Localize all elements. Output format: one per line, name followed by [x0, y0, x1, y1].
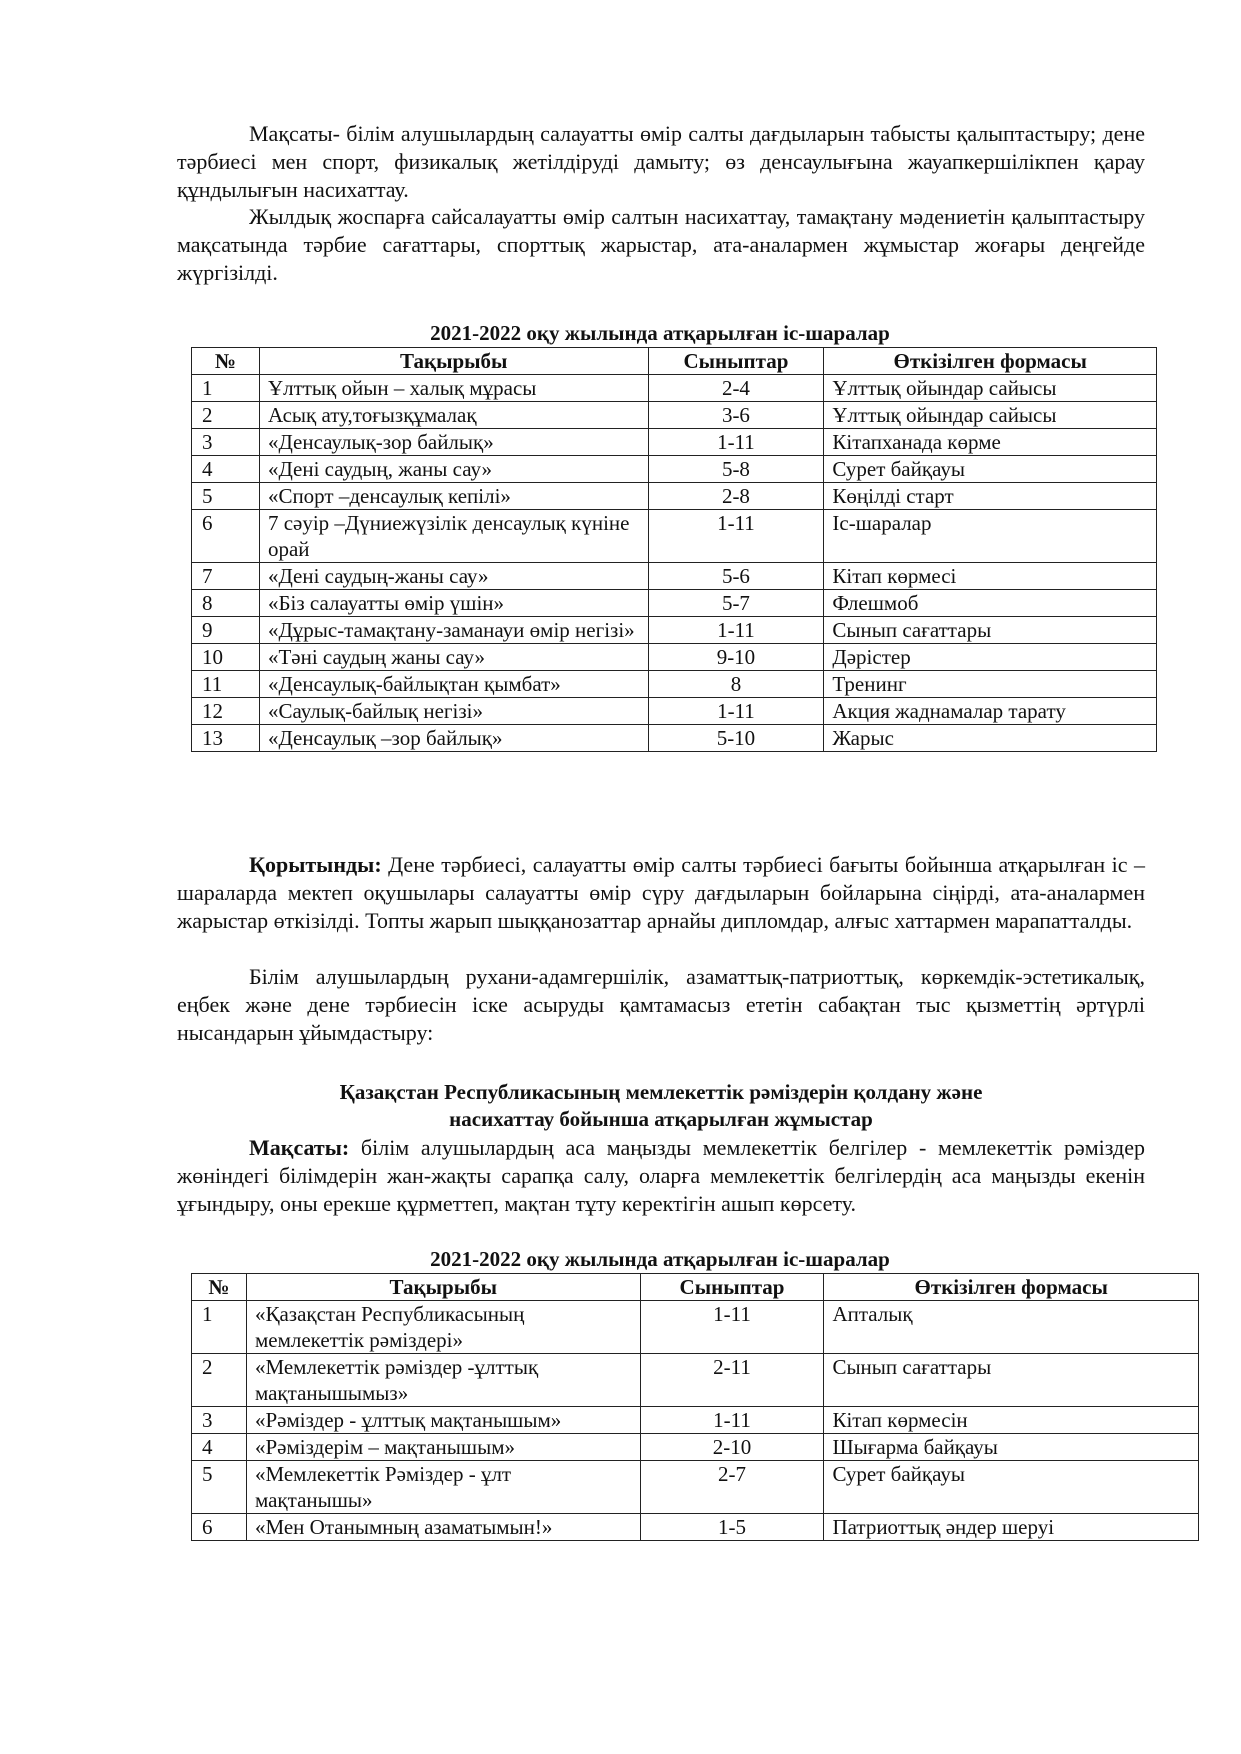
section2-goal-label: Мақсаты:	[249, 1135, 350, 1160]
table2-header-row	[192, 1274, 1199, 1301]
row-topic: «Дені саудың-жаны сау»	[259, 563, 648, 590]
table2-header-topic: Тақырыбы	[246, 1274, 640, 1301]
row-number: 10	[192, 644, 260, 671]
table-row	[192, 456, 1157, 483]
intro-paragraph-1	[177, 120, 1145, 204]
row-topic: «Дұрыс-тамақтану-заманауи өмір негізі»	[259, 617, 648, 644]
row-classes: 3-6	[648, 402, 824, 429]
row-form: Тренинг	[824, 671, 1157, 698]
row-topic: «Мен Отанымның азаматымын!»	[246, 1514, 640, 1541]
row-classes: 1-11	[640, 1407, 824, 1434]
section2-goal-paragraph	[177, 1134, 1145, 1218]
row-classes: 5-10	[648, 725, 824, 752]
row-number: 4	[192, 1434, 247, 1461]
row-classes: 1-11	[648, 429, 824, 456]
row-topic: «Рәміздерім – мақтанышым»	[246, 1434, 640, 1461]
row-form: Ұлттық ойындар сайысы	[824, 375, 1157, 402]
row-number: 12	[192, 698, 260, 725]
row-number: 1	[192, 375, 260, 402]
row-form: Ұлттық ойындар сайысы	[824, 402, 1157, 429]
intro-p2-text: Жылдық жоспарға сайсалауатты өмір салтын насихаттау, тамақтану мәдениетін қалыптастыру мақсатында тәрбие сағаттары, спорттық жарыстар, ата-аналармен жұмыстар жоғары деңгейде жүргізілді.	[177, 204, 1145, 285]
table-row	[192, 483, 1157, 510]
row-classes: 1-11	[640, 1301, 824, 1354]
row-number: 6	[192, 1514, 247, 1541]
row-form: Сынып сағаттары	[824, 617, 1157, 644]
row-topic: «Мемлекеттік рәміздер -ұлттық мақтанышымыз»	[246, 1354, 640, 1407]
row-topic: «Денсаулық-байлықтан қымбат»	[259, 671, 648, 698]
conclusion-label: Қорытынды:	[249, 852, 382, 877]
row-topic: «Қазақстан Республикасының мемлекеттік рәміздері»	[246, 1301, 640, 1354]
row-form: Жарыс	[824, 725, 1157, 752]
table-row	[192, 429, 1157, 456]
row-number: 3	[192, 429, 260, 456]
row-number: 9	[192, 617, 260, 644]
row-classes: 5-8	[648, 456, 824, 483]
table-row	[192, 563, 1157, 590]
table2-header-form: Өткізілген формасы	[824, 1274, 1199, 1301]
table-row	[192, 590, 1157, 617]
row-number: 2	[192, 402, 260, 429]
row-form: Көңілді старт	[824, 483, 1157, 510]
table2	[191, 1273, 1199, 1541]
table-row	[192, 402, 1157, 429]
row-number: 5	[192, 1461, 247, 1514]
row-classes: 5-7	[648, 590, 824, 617]
section2-goal-text: білім алушылардың аса маңызды мемлекеттік белгілер - мемлекеттік рәміздер жөніндегі білімдерін жан-жақты сарапқа салу, оларға мемлекеттік белгілердің аса маңызды екенін ұғындыру, оны ерекше құрметтеп, мақтан тұту керектігін ашып көрсету.	[177, 1135, 1145, 1216]
row-form: Сурет байқауы	[824, 1461, 1199, 1514]
row-topic: «Денсаулық-зор байлық»	[259, 429, 648, 456]
row-form: Сынып сағаттары	[824, 1354, 1199, 1407]
row-classes: 1-11	[648, 617, 824, 644]
row-form: Кітап көрмесін	[824, 1407, 1199, 1434]
conclusion-paragraph-2	[177, 963, 1145, 1047]
row-number: 7	[192, 563, 260, 590]
table-row	[192, 725, 1157, 752]
table1-header-form: Өткізілген формасы	[824, 348, 1157, 375]
row-form: Кітап көрмесі	[824, 563, 1157, 590]
row-form: Іс-шаралар	[824, 510, 1157, 563]
table-row	[192, 375, 1157, 402]
conclusion-paragraph	[177, 851, 1145, 935]
row-topic: «Дені саудың, жаны сау»	[259, 456, 648, 483]
conclusion-p2-text: Білім алушылардың рухани-адамгершілік, азаматтық-патриоттық, көркемдік-эстетикалық, еңбек және дене тәрбиесін іске асыруды қамтамасыз ететін сабақтан тыс қызметтің әртүрлі нысандарын ұйымдастыру:	[177, 964, 1145, 1045]
section2-heading-line1: Қазақстан Республикасының мемлекеттік рәміздерін қолдану және	[339, 1080, 983, 1104]
row-classes: 2-10	[640, 1434, 824, 1461]
row-classes: 2-11	[640, 1354, 824, 1407]
row-number: 8	[192, 590, 260, 617]
table-row	[192, 1354, 1199, 1407]
row-form: Кітапханада көрме	[824, 429, 1157, 456]
table1-header-classes: Сыныптар	[648, 348, 824, 375]
row-form: Флешмоб	[824, 590, 1157, 617]
row-number: 3	[192, 1407, 247, 1434]
table1-header-row	[192, 348, 1157, 375]
table2-header-number: №	[192, 1274, 247, 1301]
row-topic: Ұлттық ойын – халық мұрасы	[259, 375, 648, 402]
row-classes: 8	[648, 671, 824, 698]
row-topic: «Денсаулық –зор байлық»	[259, 725, 648, 752]
intro-paragraph-2	[177, 203, 1145, 287]
row-form: Акция жаднамалар тарату	[824, 698, 1157, 725]
table1-header-number: №	[192, 348, 260, 375]
row-form: Патриоттық әндер шеруі	[824, 1514, 1199, 1541]
row-classes: 2-7	[640, 1461, 824, 1514]
row-topic: «Біз салауатты өмір үшін»	[259, 590, 648, 617]
table2-header-classes: Сыныптар	[640, 1274, 824, 1301]
row-form: Дәрістер	[824, 644, 1157, 671]
row-form: Сурет байқауы	[824, 456, 1157, 483]
row-classes: 1-5	[640, 1514, 824, 1541]
row-classes: 2-8	[648, 483, 824, 510]
table-row	[192, 1514, 1199, 1541]
row-number: 11	[192, 671, 260, 698]
row-number: 13	[192, 725, 260, 752]
row-number: 6	[192, 510, 260, 563]
row-classes: 9-10	[648, 644, 824, 671]
row-classes: 1-11	[648, 510, 824, 563]
row-classes: 1-11	[648, 698, 824, 725]
row-topic: «Саулық-байлық негізі»	[259, 698, 648, 725]
table-row	[192, 1301, 1199, 1354]
table-row	[192, 510, 1157, 563]
table-row	[192, 644, 1157, 671]
table2-caption: 2021-2022 оқу жылында атқарылған іс-шаралар	[430, 1247, 890, 1271]
table-row	[192, 617, 1157, 644]
row-topic: 7 сәуір –Дүниежүзілік денсаулық күніне орай	[259, 510, 648, 563]
table1	[191, 347, 1157, 752]
row-number: 4	[192, 456, 260, 483]
table1-caption: 2021-2022 оқу жылында атқарылған іс-шаралар	[430, 321, 890, 345]
row-topic: «Спорт –денсаулық кепілі»	[259, 483, 648, 510]
row-classes: 5-6	[648, 563, 824, 590]
row-form: Апталық	[824, 1301, 1199, 1354]
intro-p1-text: Мақсаты- білім алушылардың салауатты өмір салты дағдыларын табысты қалыптастыру; дене тәрбиесі мен спорт, физикалық жетілдіруді дамыту; өз денсаулығына жауапкершілікпен қарау құндылығын насихаттау.	[177, 121, 1145, 202]
table1-header-topic: Тақырыбы	[259, 348, 648, 375]
row-number: 2	[192, 1354, 247, 1407]
section2-heading-line2: насихаттау бойынша атқарылған жұмыстар	[449, 1107, 873, 1131]
row-topic: «Рәміздер - ұлттық мақтанышым»	[246, 1407, 640, 1434]
row-classes: 2-4	[648, 375, 824, 402]
table-row	[192, 1461, 1199, 1514]
conclusion-text: Дене тәрбиесі, салауатты өмір салты тәрбиесі бағыты бойынша атқарылған іс –шараларда мектеп оқушылары салауатты өмір сүру дағдыларын бойларына сіңірді, ата-аналармен жарыстар өткізілді. Топты жарып шыққанозаттар арнайы дипломдар, алғыс хаттармен марапатталды.	[177, 852, 1145, 933]
table-row	[192, 1407, 1199, 1434]
section2-heading	[177, 1079, 1145, 1133]
row-topic: «Мемлекеттік Рәміздер - ұлт мақтанышы»	[246, 1461, 640, 1514]
table-row	[192, 1434, 1199, 1461]
table-row	[192, 671, 1157, 698]
row-form: Шығарма байқауы	[824, 1434, 1199, 1461]
table-row	[192, 698, 1157, 725]
row-number: 5	[192, 483, 260, 510]
row-topic: Асық ату,тоғызқұмалақ	[259, 402, 648, 429]
row-topic: «Тәні саудың жаны сау»	[259, 644, 648, 671]
row-number: 1	[192, 1301, 247, 1354]
